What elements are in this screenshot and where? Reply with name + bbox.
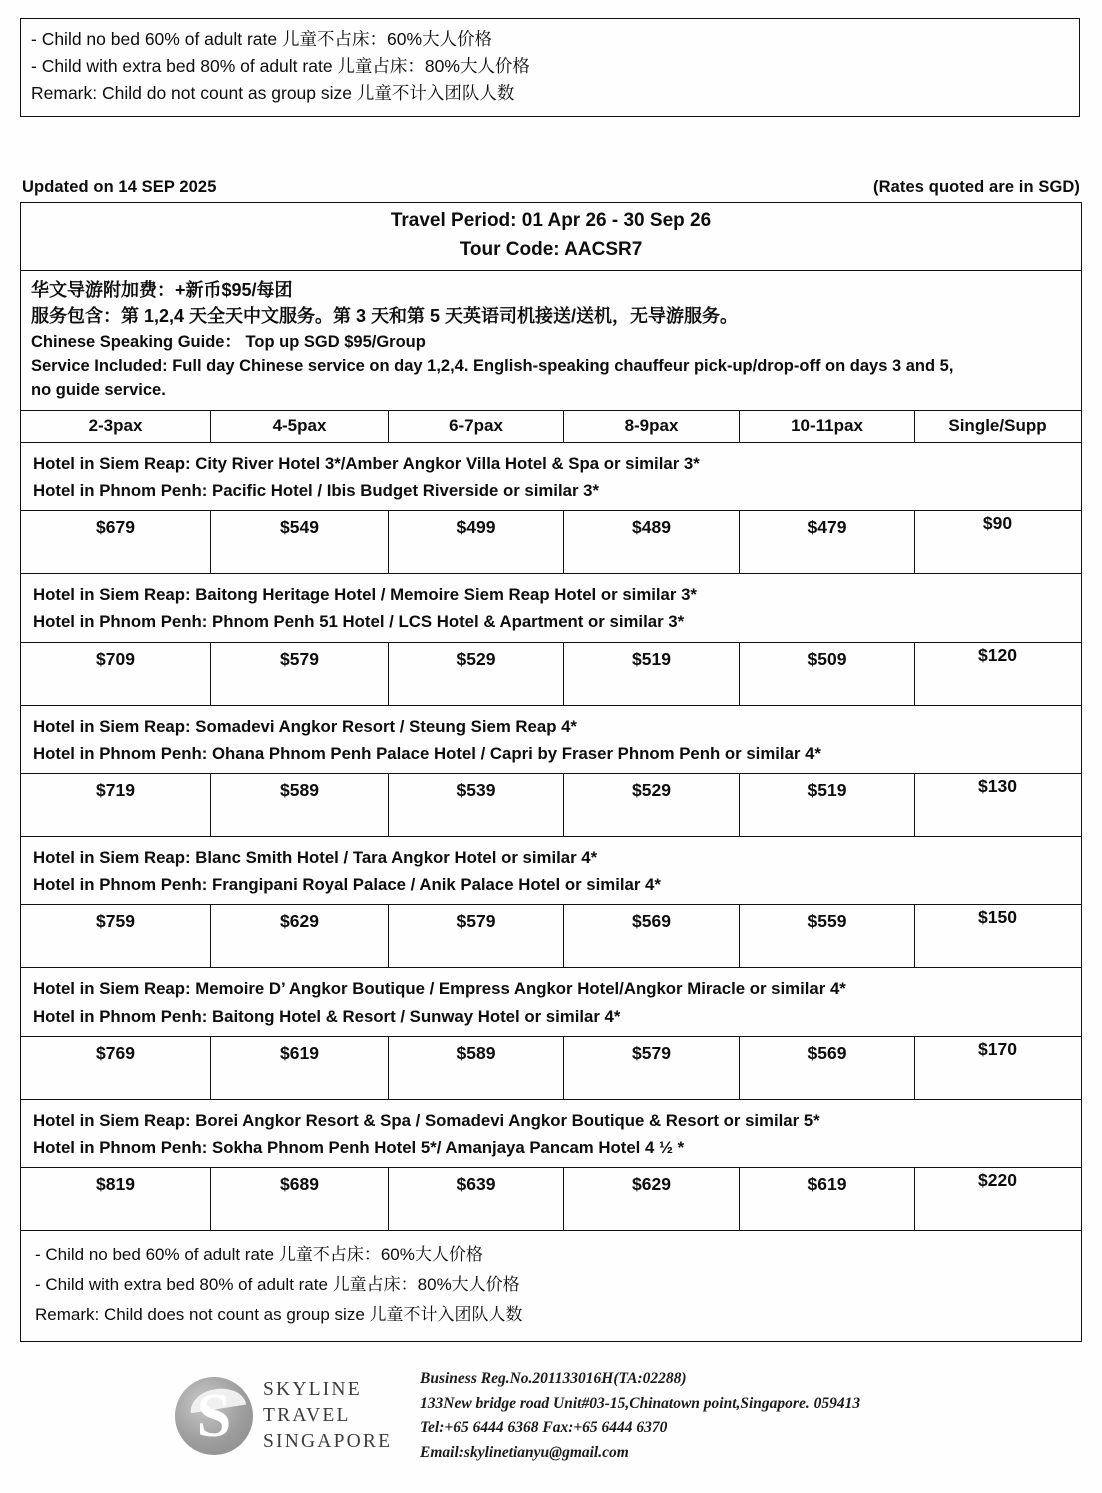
package-prices <box>21 1167 1081 1230</box>
column-headers-row <box>21 411 1081 443</box>
english-service-included-line1: Service Included: Full day Chinese service on day 1,2,4. English-speaking chauffeur pick-up/drop-off on days 3 and 5, <box>31 356 954 375</box>
english-service-included-line2: no guide service. <box>31 380 166 399</box>
company-address: 133New bridge road Unit#03-15,Chinatown point,Singapore. 059413 <box>420 1394 861 1412</box>
price-8-9pax: $529 <box>564 774 740 836</box>
price-10-11pax: $519 <box>740 774 915 836</box>
price-8-9pax: $629 <box>564 1168 740 1230</box>
price-4-5pax: $579 <box>211 643 389 705</box>
package-hotels <box>21 837 1081 904</box>
price-6-7pax: $499 <box>389 511 564 573</box>
skyline-logo-icon <box>175 1377 253 1455</box>
price-2-3pax: $819 <box>21 1168 211 1230</box>
company-logo <box>175 1377 420 1455</box>
package-row <box>21 443 1081 574</box>
hotel-siem-reap: Hotel in Siem Reap: City River Hotel 3*/Amber Angkor Villa Hotel & Spa or similar 3* <box>33 453 700 473</box>
price-8-9pax: $489 <box>564 511 740 573</box>
travel-period: Travel Period: 01 Apr 26 - 30 Sep 26 <box>390 210 712 231</box>
price-2-3pax: $679 <box>21 511 211 573</box>
price-2-3pax: $759 <box>21 905 211 967</box>
rates-table <box>20 202 1082 1342</box>
bottom-child-policy-note <box>21 1231 1081 1341</box>
company-name-line-1: SKYLINE <box>263 1379 362 1401</box>
hotel-phnom-penh: Hotel in Phnom Penh: Sokha Phnom Penh Hotel 5*/ Amanjaya Pancam Hotel 4 ½ * <box>33 1137 685 1157</box>
price-4-5pax: $629 <box>211 905 389 967</box>
package-row <box>21 706 1081 837</box>
price-6-7pax: $529 <box>389 643 564 705</box>
package-prices <box>21 642 1081 705</box>
meta-row <box>22 178 1080 197</box>
price-6-7pax: $539 <box>389 774 564 836</box>
package-prices <box>21 1036 1081 1099</box>
price-2-3pax: $769 <box>21 1037 211 1099</box>
updated-date: Updated on 14 SEP 2025 <box>22 178 217 196</box>
price-single-supp: $120 <box>978 644 1017 665</box>
price-6-7pax: $589 <box>389 1037 564 1099</box>
package-prices <box>21 773 1081 836</box>
price-4-5pax: $589 <box>211 774 389 836</box>
footer-note-line-1: - Child no bed 60% of adult rate 儿童不占床：60%大人价格 <box>35 1245 483 1265</box>
price-6-7pax: $579 <box>389 905 564 967</box>
top-child-policy-note <box>20 18 1080 117</box>
company-name <box>263 1377 392 1454</box>
business-registration: Business Reg.No.201133016H(TA:02288) <box>420 1370 687 1388</box>
logo-letter: S <box>196 1382 232 1451</box>
price-4-5pax: $689 <box>211 1168 389 1230</box>
hotel-phnom-penh: Hotel in Phnom Penh: Pacific Hotel / Ibis Budget Riverside or similar 3* <box>33 480 600 500</box>
price-4-5pax: $619 <box>211 1037 389 1099</box>
top-note-line-3: Remark: Child do not count as group size 儿童不计入团队人数 <box>31 83 515 104</box>
service-details <box>21 271 1081 411</box>
package-hotels <box>21 574 1081 641</box>
hotel-phnom-penh: Hotel in Phnom Penh: Phnom Penh 51 Hotel / LCS Hotel & Apartment or similar 3* <box>33 612 685 632</box>
column-header-10-11pax: 10-11pax <box>740 411 915 442</box>
footer-note-line-2: - Child with extra bed 80% of adult rate 儿童占床：80%大人价格 <box>35 1274 520 1294</box>
package-row <box>21 968 1081 1099</box>
price-single-supp: $220 <box>978 1170 1017 1191</box>
company-footer <box>175 1367 1005 1465</box>
price-8-9pax: $579 <box>564 1037 740 1099</box>
company-name-line-3: SINGAPORE <box>263 1430 393 1452</box>
price-single-supp: $90 <box>982 513 1013 534</box>
top-note-line-2: - Child with extra bed 80% of adult rate 儿童占床：80%大人价格 <box>31 56 530 77</box>
price-6-7pax: $639 <box>389 1168 564 1230</box>
package-row <box>21 837 1081 968</box>
footer-note-line-3: Remark: Child does not count as group size 儿童不计入团队人数 <box>35 1304 523 1324</box>
hotel-siem-reap: Hotel in Siem Reap: Baitong Heritage Hotel / Memoire Siem Reap Hotel or similar 3* <box>33 585 697 605</box>
column-header-6-7pax: 6-7pax <box>389 411 564 442</box>
chinese-service-included: 服务包含：第 1,2,4 天全天中文服务。第 3 天和第 5 天英语司机接送/送机，无导游服务。 <box>31 306 739 327</box>
price-2-3pax: $719 <box>21 774 211 836</box>
price-2-3pax: $709 <box>21 643 211 705</box>
hotel-phnom-penh: Hotel in Phnom Penh: Ohana Phnom Penh Palace Hotel / Capri by Fraser Phnom Penh or similar 4* <box>33 743 821 763</box>
price-10-11pax: $509 <box>740 643 915 705</box>
hotel-phnom-penh: Hotel in Phnom Penh: Baitong Hotel & Resort / Sunway Hotel or similar 4* <box>33 1006 621 1026</box>
table-header <box>21 203 1081 271</box>
column-header-2-3pax: 2-3pax <box>21 411 211 442</box>
company-contact-details <box>420 1367 860 1465</box>
package-prices <box>21 904 1081 967</box>
package-hotels <box>21 443 1081 510</box>
price-10-11pax: $559 <box>740 905 915 967</box>
price-4-5pax: $549 <box>211 511 389 573</box>
chinese-guide-surcharge: 华文导游附加费：+新币$95/每团 <box>31 280 293 300</box>
rates-currency-note: (Rates quoted are in SGD) <box>873 178 1080 196</box>
package-hotels <box>21 706 1081 773</box>
price-10-11pax: $479 <box>740 511 915 573</box>
package-hotels <box>21 1100 1081 1167</box>
hotel-siem-reap: Hotel in Siem Reap: Somadevi Angkor Resort / Steung Siem Reap 4* <box>33 716 577 736</box>
column-header-4-5pax: 4-5pax <box>211 411 389 442</box>
hotel-siem-reap: Hotel in Siem Reap: Borei Angkor Resort & Spa / Somadevi Angkor Boutique & Resort or similar 5* <box>33 1110 820 1130</box>
hotel-siem-reap: Hotel in Siem Reap: Blanc Smith Hotel / Tara Angkor Hotel or similar 4* <box>33 847 598 867</box>
column-header-single-supp: Single/Supp <box>948 415 1047 435</box>
price-10-11pax: $619 <box>740 1168 915 1230</box>
company-name-line-2: TRAVEL <box>263 1405 351 1427</box>
hotel-phnom-penh: Hotel in Phnom Penh: Frangipani Royal Palace / Anik Palace Hotel or similar 4* <box>33 875 661 895</box>
english-guide-surcharge: Chinese Speaking Guide： Top up SGD $95/Group <box>31 333 426 352</box>
top-note-line-1: - Child no bed 60% of adult rate 儿童不占床：60%大人价格 <box>31 29 493 49</box>
company-email: Email:skylinetianyu@gmail.com <box>420 1443 629 1461</box>
price-10-11pax: $569 <box>740 1037 915 1099</box>
price-8-9pax: $519 <box>564 643 740 705</box>
package-row <box>21 1100 1081 1231</box>
price-8-9pax: $569 <box>564 905 740 967</box>
company-phone: Tel:+65 6444 6368 Fax:+65 6444 6370 <box>420 1419 668 1437</box>
price-single-supp: $130 <box>978 775 1017 796</box>
price-single-supp: $150 <box>978 907 1017 928</box>
tour-code: Tour Code: AACSR7 <box>459 239 643 260</box>
column-header-8-9pax: 8-9pax <box>564 411 740 442</box>
price-single-supp: $170 <box>978 1038 1017 1059</box>
package-prices <box>21 510 1081 573</box>
package-hotels <box>21 968 1081 1035</box>
package-row <box>21 574 1081 705</box>
hotel-siem-reap: Hotel in Siem Reap: Memoire D’ Angkor Boutique / Empress Angkor Hotel/Angkor Miracle or similar 4* <box>33 979 846 999</box>
